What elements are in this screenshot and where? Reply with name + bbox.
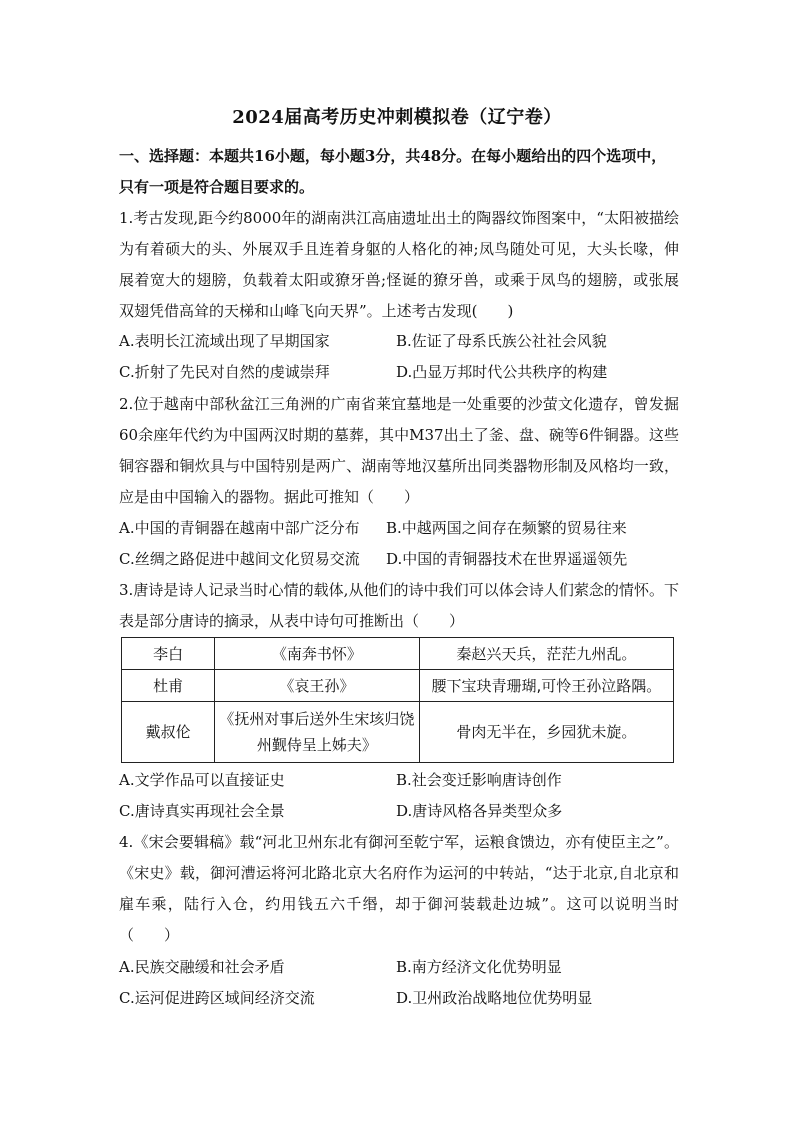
question-4-option-c: C.运河促进跨区域间经济交流 [119,989,315,1007]
question-4-stem: 4.《宋会要辑稿》载“河北卫州东北有御河至乾宁军，运粮食馈边，亦有使臣主之”。《宋史》载，御河漕运将河北路北京大名府作为运河的中转站，“达于北京,自北京和雇车乘，陆行入仓，约用钱五六千缗，却于御河装载赴边城”。这可以说明当时（ ） [119,833,679,944]
question-1-option-c: C.折射了先民对自然的虔诚崇拜 [119,363,330,381]
question-4-options-row-1 [119,952,679,983]
question-3-option-d: D.唐诗风格各异类型众多 [396,802,563,820]
table-row [122,702,674,763]
question-2-option-d: D.中国的青铜器技术在世界遥遥领先 [386,550,628,568]
poet-cell: 杜甫 [122,670,215,702]
question-3-options-row-2 [119,796,679,827]
question-1-option-b: B.佐证了母系氏族公社社会风貌 [396,332,607,350]
question-3-option-b: B.社会变迁影响唐诗创作 [396,771,562,789]
question-2-stem: 2.位于越南中部秋盆江三角洲的广南省莱宜墓地是一处重要的沙萤文化遗存，曾发掘60余座年代约为中国两汉时期的墓葬，其中M37出土了釜、盘、碗等6件铜器。这些铜容器和铜炊具与中国特别是两广、湖南等地汉墓所出同类器物形制及风格均一致，应是由中国输入的器物。据此可推知（ ） [119,395,679,506]
question-3-option-c: C.唐诗真实再现社会全景 [119,802,285,820]
poem-line-cell: 腰下宝玦青珊瑚,可怜王孙泣路隅。 [419,670,673,702]
table-row [122,638,674,670]
question-4-option-a: A.民族交融缓和社会矛盾 [119,958,285,976]
poem-title-cell: 《南奔书怀》 [215,638,420,670]
question-2-options-row-2 [119,544,679,575]
poet-cell: 戴叔伦 [122,702,215,763]
question-4-option-d: D.卫州政治战略地位优势明显 [396,989,593,1007]
question-1-stem: 1.考古发现,距今约8000年的湖南洪江高庙遗址出土的陶器纹饰图案中，“太阳被描绘为有着硕大的头、外展双手且连着身躯的人格化的神;凤鸟随处可见，大头长喙，伸展着宽大的翅膀，负载着太阳或獠牙兽;怪诞的獠牙兽，或乘于凤鸟的翅膀，或张展双翅凭借高耸的天梯和山峰飞向天界”。上述考古发现( ) [119,209,679,320]
question-2-option-b: B.中越两国之间存在频繁的贸易往来 [386,519,627,537]
question-3-option-a: A.文学作品可以直接证史 [119,771,285,789]
question-1-option-a: A.表明长江流域出现了早期国家 [119,332,330,350]
question-2-options-row-1 [119,513,679,544]
question-1-option-d: D.凸显万邦时代公共秩序的构建 [396,363,608,381]
page-title: 2024届高考历史冲刺模拟卷（辽宁卷） [232,107,562,128]
poem-title-cell: 《抚州对事后送外生宋垓归饶州觐侍呈上姊夫》 [215,702,420,763]
question-3-stem: 3.唐诗是诗人记录当时心情的载体,从他们的诗中我们可以体会诗人们萦念的情怀。下表是部分唐诗的摘录，从表中诗句可推断出（ ） [119,581,679,630]
poem-table [121,637,674,763]
question-3-options-row-1 [119,765,679,796]
question-2-option-c: C.丝绸之路促进中越间文化贸易交流 [119,550,360,568]
poet-cell: 李白 [122,638,215,670]
question-1-options-row-1 [119,326,679,357]
section-heading: 一、选择题：本题共16小题，每小题3分，共48分。在每小题给出的四个选项中，只有一项是符合题目要求的。 [119,147,667,196]
poem-line-cell: 秦赵兴天兵，茫茫九州乱。 [419,638,673,670]
poem-line-cell: 骨肉无半在，乡园犹未旋。 [419,702,673,763]
question-2-option-a: A.中国的青铜器在越南中部广泛分布 [119,519,360,537]
table-row [122,670,674,702]
poem-title-cell: 《哀王孙》 [215,670,420,702]
question-1-options-row-2 [119,357,679,388]
question-4-option-b: B.南方经济文化优势明显 [396,958,562,976]
question-4-options-row-2 [119,983,679,1014]
